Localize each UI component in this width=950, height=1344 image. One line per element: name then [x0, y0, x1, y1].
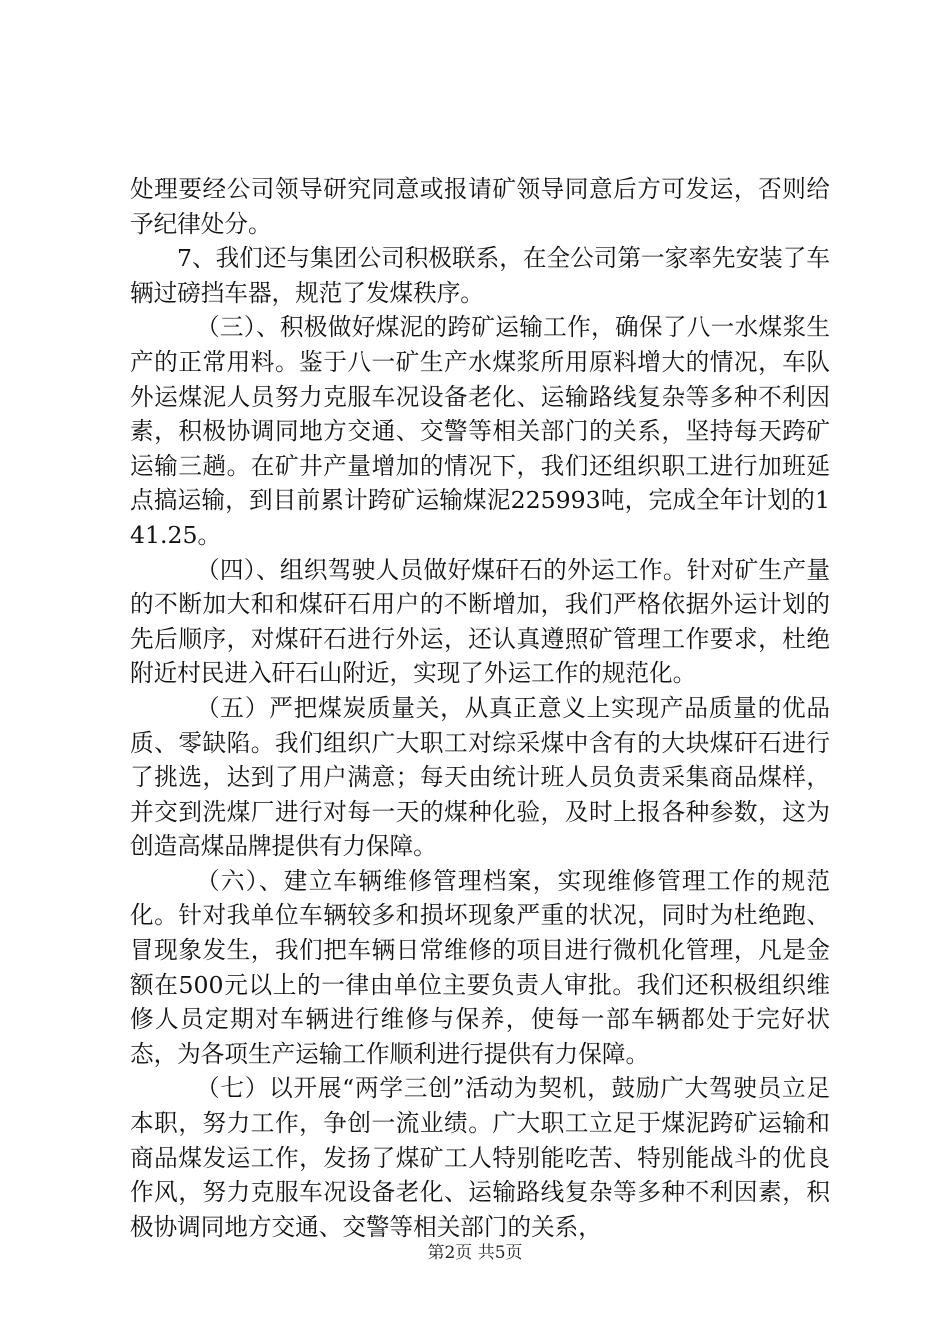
page-number-footer: 第2页 共5页 [427, 1243, 523, 1263]
document-body [130, 172, 830, 1244]
paragraph-6: （六）、建立车辆维修管理档案，实现维修管理工作的规范化。针对我单位车辆较多和损坏现象严重的状况，同时为杜绝跑、冒现象发生，我们把车辆日常维修的项目进行微机化管理，凡是金额在500元以上的一律由单位主要负责人审批。我们还积极组织维修人员定期对车辆进行维修与保养，使每一部车辆都处于完好状态，为各项生产运输工作顺利进行提供有力保障。 [130, 866, 830, 1068]
paragraph-3: （三）、积极做好煤泥的跨矿运输工作，确保了八一水煤浆生产的正常用料。鉴于八一矿生产水煤浆所用原料增大的情况，车队外运煤泥人员努力克服车况设备老化、运输路线复杂等多种不利因素，积极协调同地方交通、交警等相关部门的关系，坚持每天跨矿运输三趟。在矿井产量增加的情况下，我们还组织职工进行加班延点搞运输，到目前累计跨矿运输煤泥225993吨，完成全年计划的141.25。 [130, 313, 830, 549]
paragraph-4: （四）、组织驾驶人员做好煤矸石的外运工作。针对矿生产量的不断加大和和煤矸石用户的不断增加，我们严格依据外运计划的先后顺序，对煤矸石进行外运，还认真遵照矿管理工作要求，杜绝附近村民进入矸石山附近，实现了外运工作的规范化。 [130, 555, 830, 688]
paragraph-1: 处理要经公司领导研究同意或报请矿领导同意后方可发运，否则给予纪律处分。 [130, 175, 830, 238]
paragraph-2: 7、我们还与集团公司积极联系，在全公司第一家率先安装了车辆过磅挡车器，规范了发煤秩序。 [130, 244, 830, 307]
paragraph-7: （七）以开展“两学三创”活动为契机，鼓励广大驾驶员立足本职，努力工作，争创一流业绩。广大职工立足于煤泥跨矿运输和商品煤发运工作，发扬了煤矿工人特别能吃苦、特别能战斗的优良作风，努力克服车况设备老化、运输路线复杂等多种不利因素，积极协调同地方交通、交警等相关部门的关系， [130, 1074, 830, 1241]
paragraph-5: （五）严把煤炭质量关，从真正意义上实现产品质量的优品质、零缺陷。我们组织广大职工对综采煤中含有的大块煤矸石进行了挑选，达到了用户满意；每天由统计班人员负责采集商品煤样，并交到洗煤厂进行对每一天的煤种化验，及时上报各种参数，这为创造高煤品牌提供有力保障。 [130, 693, 830, 861]
